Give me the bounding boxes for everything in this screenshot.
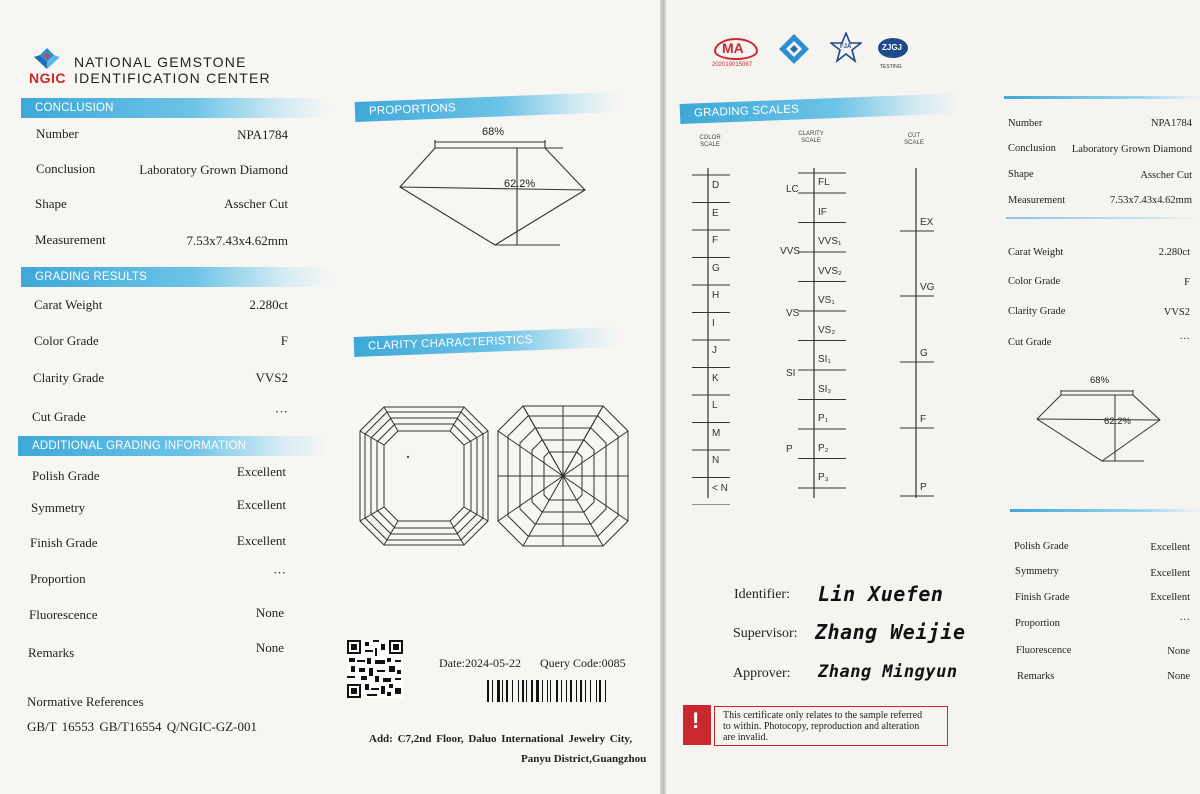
conclusion-value: NPA1784 <box>237 127 288 142</box>
additional-label: Remarks <box>28 645 75 660</box>
section-proportions: PROPORTIONS <box>355 92 621 122</box>
grading-value: 2.280ct <box>249 297 288 312</box>
additional-value: Excellent <box>236 497 286 512</box>
clarity-scale-header <box>793 131 829 145</box>
cma-text: MA <box>722 40 744 56</box>
additional-value: None <box>255 605 284 620</box>
grading-value: VVS2 <box>255 370 288 385</box>
disclaimer-line: to within. Photocopy, reproduction and alteration <box>723 721 920 732</box>
barcode-bar <box>599 680 601 702</box>
additional-value: Excellent <box>236 533 286 548</box>
header-line: SCALE <box>801 138 821 144</box>
barcode-bar <box>526 680 527 702</box>
ngic-logo-icon <box>33 47 61 71</box>
summary-label: Color Grade <box>1008 276 1061 287</box>
barcode-bar <box>536 680 539 702</box>
address-line2: Panyu District,Guangzhou <box>521 753 647 765</box>
clarity-grade-label: IF <box>818 206 827 218</box>
depth-percent: 62.2% <box>504 178 536 190</box>
color-grade-label: F <box>712 235 719 246</box>
barcode-bar <box>487 680 489 702</box>
barcode-bar <box>531 680 533 702</box>
clarity-group-label: VS <box>786 308 800 319</box>
summary-label: Conclusion <box>1008 143 1056 154</box>
cut-grade-label: VG <box>920 282 935 293</box>
org-name-line1: NATIONAL GEMSTONE <box>74 54 247 70</box>
color-grade-label: G <box>712 262 720 274</box>
summary-label: Number <box>1008 118 1043 129</box>
barcode-bar <box>506 680 508 702</box>
disclaimer-text <box>723 710 922 743</box>
header-line: COLOR <box>699 135 721 141</box>
barcode-bar <box>550 680 551 702</box>
zjgj-text: ZJGJ <box>882 43 903 52</box>
additional-label: Fluorescence <box>29 607 98 622</box>
table-percent: 68% <box>482 126 505 138</box>
color-grade-label: L <box>712 400 718 411</box>
pavilion-view-diagram <box>496 404 630 548</box>
summary-label: Measurement <box>1008 195 1066 206</box>
clarity-grade-label: VS₁ <box>818 295 835 306</box>
qr-code <box>347 640 403 698</box>
barcode-bar <box>542 680 543 702</box>
header-line: CUT <box>907 133 921 139</box>
summary-value: ··· <box>1179 334 1190 345</box>
summary-label: Proportion <box>1015 618 1060 629</box>
summary-value: 2.280ct <box>1158 247 1190 258</box>
additional-label: Polish Grade <box>32 468 100 483</box>
clarity-group-label: P <box>786 444 793 455</box>
normative-refs: GB/T 16553 GB/T16554 Q/NGIC-GZ-001 <box>27 719 258 734</box>
grading-value: ··· <box>275 404 288 419</box>
cut-grade-label: P <box>920 482 927 493</box>
section-grading-results: GRADING RESULTS <box>21 267 331 287</box>
summary-value: Laboratory Grown Diamond <box>1071 144 1192 155</box>
summary-label: Symmetry <box>1015 566 1059 577</box>
barcode-bar <box>596 680 597 702</box>
summary-label: Carat Weight <box>1008 247 1064 258</box>
additional-value: Excellent <box>236 464 286 479</box>
summary-value: None <box>1167 671 1190 682</box>
header-line: SCALE <box>904 140 924 146</box>
barcode-bar <box>590 680 591 702</box>
additional-value: None <box>255 640 284 655</box>
barcode-bar <box>576 680 577 702</box>
cut-grade-label: F <box>920 414 927 425</box>
clarity-grade-label: SI₂ <box>818 383 832 395</box>
clarity-group-label: VVS <box>780 246 801 257</box>
color-grade-label: M <box>712 427 721 439</box>
barcode-bar <box>512 680 513 702</box>
section-conclusion: CONCLUSION <box>21 98 331 118</box>
barcode-bar <box>561 680 562 702</box>
summary-value: Asscher Cut <box>1140 170 1192 181</box>
fja-text: FJA <box>840 44 852 50</box>
clarity-grade-label: P₃ <box>818 472 829 483</box>
staff-role: Identifier: <box>734 587 790 602</box>
issue-date: Date:2024-05-22 <box>439 656 521 670</box>
conclusion-value: Laboratory Grown Diamond <box>139 162 288 177</box>
cut-scale-header <box>899 133 929 147</box>
clarity-grade-label: VVS₂ <box>818 265 842 277</box>
org-name-line2: IDENTIFICATION CENTER <box>74 70 271 86</box>
barcode-bar <box>547 680 548 702</box>
clarity-grade-label: SI₁ <box>818 354 831 365</box>
conclusion-label: Conclusion <box>36 161 96 176</box>
color-grade-label: D <box>712 180 720 191</box>
grading-label: Clarity Grade <box>33 370 105 385</box>
color-grade-label: N <box>712 455 720 466</box>
clarity-group-label: SI <box>786 368 796 379</box>
barcode-bar <box>570 680 572 702</box>
conclusion-label: Measurement <box>35 232 106 247</box>
summary-value: F <box>1184 277 1190 288</box>
summary-divider-bottom <box>1010 509 1200 512</box>
conclusion-label: Number <box>36 126 79 141</box>
conclusion-value: 7.53x7.43x4.62mm <box>186 233 288 248</box>
summary-label: Fluorescence <box>1016 645 1072 656</box>
grading-label: Cut Grade <box>32 409 86 424</box>
summary-value: Excellent <box>1150 542 1190 553</box>
summary-proportion-diagram <box>1034 386 1164 466</box>
barcode-bar <box>518 680 519 702</box>
summary-depth-percent: 62.2% <box>1104 416 1131 427</box>
additional-label: Finish Grade <box>30 535 98 550</box>
summary-value: None <box>1167 646 1190 657</box>
header-line: CLARITY <box>798 131 824 137</box>
color-grade-label: K <box>712 372 719 384</box>
address-line1: Add: C7,2nd Floor, Daluo International Jewelry City, <box>369 733 633 745</box>
page-fold <box>660 0 666 794</box>
query-code: Query Code:0085 <box>540 656 626 670</box>
color-grade-label: < N <box>712 482 728 494</box>
clarity-grade-label: FL <box>818 177 830 188</box>
summary-label: Polish Grade <box>1014 541 1069 552</box>
barcode-bar <box>502 680 503 702</box>
crown-view-diagram <box>358 405 490 547</box>
clarity-grade-label: VVS₁ <box>818 236 842 247</box>
summary-label: Clarity Grade <box>1008 306 1066 317</box>
barcode-bar <box>605 680 606 702</box>
disclaimer-line: are invalid. <box>723 732 768 743</box>
summary-label: Cut Grade <box>1008 337 1052 348</box>
summary-divider-mid <box>1006 217 1200 219</box>
staff-role: Supervisor: <box>733 626 798 641</box>
summary-divider-top <box>1004 96 1200 99</box>
clarity-grade-label: P₁ <box>818 413 829 424</box>
cma-number: 202019015087 <box>712 62 753 68</box>
barcode-bar <box>522 680 524 702</box>
summary-table-percent: 68% <box>1090 375 1110 386</box>
grading-value: F <box>280 333 288 348</box>
section-grading-scales: GRADING SCALES <box>680 93 961 124</box>
clarity-group-label: LC <box>786 184 799 195</box>
warning-mark: ! <box>692 708 700 733</box>
disclaimer-line: This certificate only relates to the sample referred <box>723 710 923 721</box>
barcode-bar <box>585 680 586 702</box>
color-grade-label: I <box>712 317 715 329</box>
grading-label: Color Grade <box>34 333 99 348</box>
barcode-bar <box>556 680 558 702</box>
additional-label: Proportion <box>30 571 86 586</box>
barcode-bar <box>566 680 567 702</box>
staff-signature: Lin Xuefen <box>818 582 944 606</box>
summary-label: Finish Grade <box>1015 592 1070 603</box>
grading-label: Carat Weight <box>34 297 103 312</box>
cut-grade-label: EX <box>920 217 934 228</box>
color-scale-header <box>694 135 726 149</box>
staff-signature: Zhang Mingyun <box>818 662 958 682</box>
logo-abbr: NGIC <box>29 70 66 86</box>
summary-value: 7.53x7.43x4.62mm <box>1110 195 1192 206</box>
section-additional: ADDITIONAL GRADING INFORMATION <box>18 436 328 456</box>
section-clarity-characteristics: CLARITY CHARACTERISTICS <box>354 327 620 357</box>
color-grade-label: J <box>712 345 717 356</box>
staff-signature: Zhang Weijie <box>815 620 966 644</box>
proportion-diagram <box>395 135 590 253</box>
color-grade-label: E <box>712 207 719 219</box>
summary-value: Excellent <box>1150 592 1190 603</box>
grading-scale-lines <box>680 160 950 505</box>
summary-value: Excellent <box>1150 568 1190 579</box>
conclusion-label: Shape <box>35 196 67 211</box>
barcode-bar <box>580 680 582 702</box>
testing-text: TESTING <box>880 64 902 70</box>
staff-role: Approver: <box>733 666 791 681</box>
additional-label: Symmetry <box>31 500 86 515</box>
color-grade-label: H <box>712 290 720 301</box>
summary-label: Remarks <box>1017 671 1055 682</box>
barcode <box>487 680 631 702</box>
summary-value: NPA1784 <box>1150 118 1192 129</box>
summary-label: Shape <box>1008 169 1034 180</box>
clarity-grade-label: P₂ <box>818 442 829 454</box>
normative-title: Normative References <box>27 694 144 709</box>
additional-value: ··· <box>273 565 286 580</box>
summary-value: ··· <box>1179 615 1190 626</box>
barcode-bar <box>497 680 500 702</box>
barcode-bar <box>492 680 493 702</box>
clarity-grade-label: VS₂ <box>818 324 836 336</box>
conclusion-value: Asscher Cut <box>224 196 288 211</box>
ngic-mark-icon <box>777 32 811 66</box>
summary-value: VVS2 <box>1163 307 1190 318</box>
header-line: SCALE <box>700 142 720 148</box>
cut-grade-label: G <box>920 348 928 359</box>
